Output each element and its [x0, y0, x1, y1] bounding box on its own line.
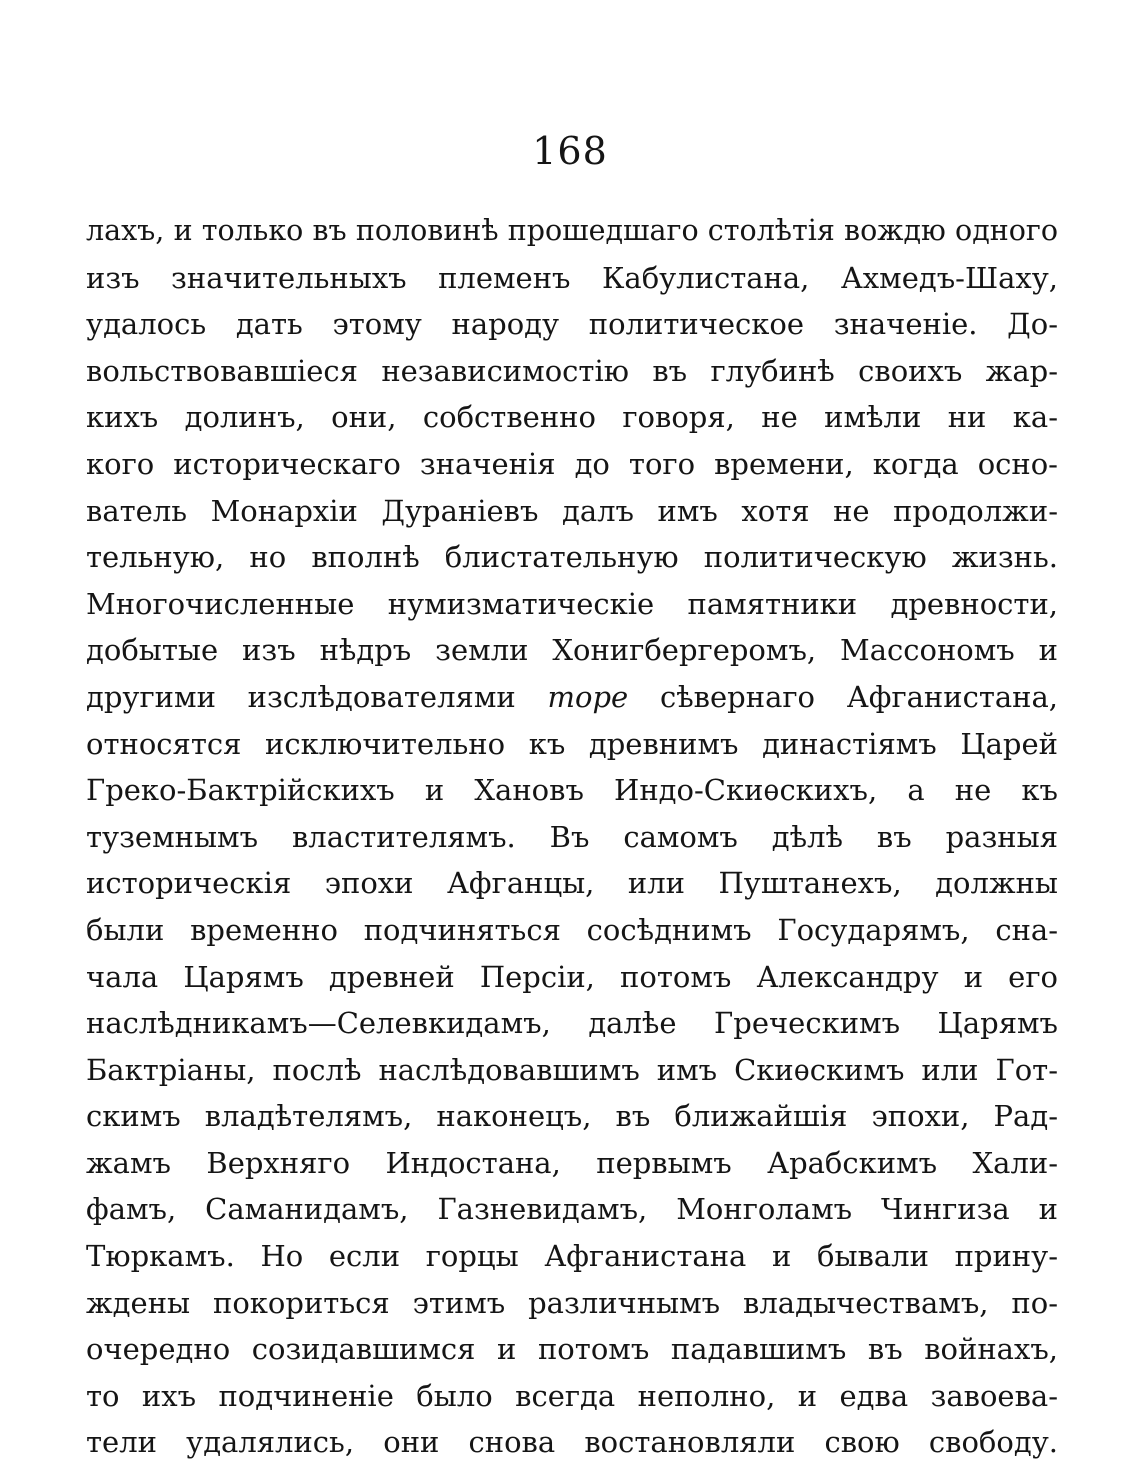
text-line: туземнымъ властителямъ. Въ самомъ дѣлѣ въ разныя	[86, 819, 1058, 854]
text-line: кого историческаго значенія до того времени, когда осно-	[86, 446, 1058, 481]
text-line: очередно созидавшимся и потомъ падавшимъ въ войнахъ,	[86, 1332, 1058, 1367]
text-line-with-italic	[86, 674, 1058, 721]
text-segment: другими изслѣдователями	[86, 679, 516, 714]
text-line: Бактріаны, послѣ наслѣдовавшимъ имъ Скиѳскимъ или Гот-	[86, 1052, 1058, 1087]
text-line: ватель Монархіи Дураніевъ далъ имъ хотя не продолжи-	[86, 493, 1058, 528]
text-line: вольствовавшіеся независимостію въ глубинѣ своихъ жар-	[86, 353, 1058, 388]
text-line: то ихъ подчиненіе было всегда неполно, и едва завоева-	[86, 1378, 1058, 1413]
text-line: удалось дать этому народу политическое значеніе. До-	[86, 307, 1058, 342]
text-line: лахъ, и только въ половинѣ прошедшаго столѣтія вождю одного	[86, 214, 1058, 247]
text-line: Греко-Бактрійскихъ и Хановъ Индо-Скиѳскихъ, а не къ	[86, 773, 1058, 808]
italic-word: торе	[547, 679, 629, 714]
text-line: Тюркамъ. Но если горцы Афганистана и бывали прину-	[86, 1239, 1058, 1274]
text-line: историческія эпохи Афганцы, или Пуштанехъ, должны	[86, 866, 1058, 901]
text-line: тели удалялись, они снова востановляли свою свободу.	[86, 1425, 1058, 1460]
text-line: добытые изъ нѣдръ земли Хонигбергеромъ, Массономъ и	[86, 633, 1058, 668]
text-line: Многочисленные нумизматическіе памятники древности,	[86, 586, 1058, 621]
text-line: чала Царямъ древней Персіи, потомъ Александру и его	[86, 959, 1058, 994]
text-line: были временно подчиняться сосѣднимъ Государямъ, сна-	[86, 912, 1058, 947]
text-segment: сѣвернаго Афганистана,	[659, 679, 1058, 714]
text-line: наслѣдникамъ—Селевкидамъ, далѣе Греческимъ Царямъ	[86, 1006, 1058, 1041]
text-line: жамъ Верхняго Индостана, первымъ Арабскимъ Хали-	[86, 1145, 1058, 1180]
page-number: 168	[532, 129, 608, 173]
text-line: изъ значительныхъ племенъ Кабулистана, Ахмедъ-Шаху,	[86, 260, 1058, 295]
text-line: фамъ, Саманидамъ, Газневидамъ, Монголамъ Чингиза и	[86, 1192, 1058, 1227]
text-line: скимъ владѣтелямъ, наконецъ, въ ближайшія эпохи, Рад-	[86, 1099, 1058, 1134]
body-text	[86, 208, 1058, 1466]
text-line: тельную, но вполнѣ блистательную политическую жизнь.	[86, 540, 1058, 575]
text-line: относятся исключительно къ древнимъ династіямъ Царей	[86, 726, 1058, 761]
text-line: ждены покориться этимъ различнымъ владычествамъ, по-	[86, 1285, 1058, 1320]
text-line: кихъ долинъ, они, собственно говоря, не имѣли ни ка-	[86, 400, 1058, 435]
